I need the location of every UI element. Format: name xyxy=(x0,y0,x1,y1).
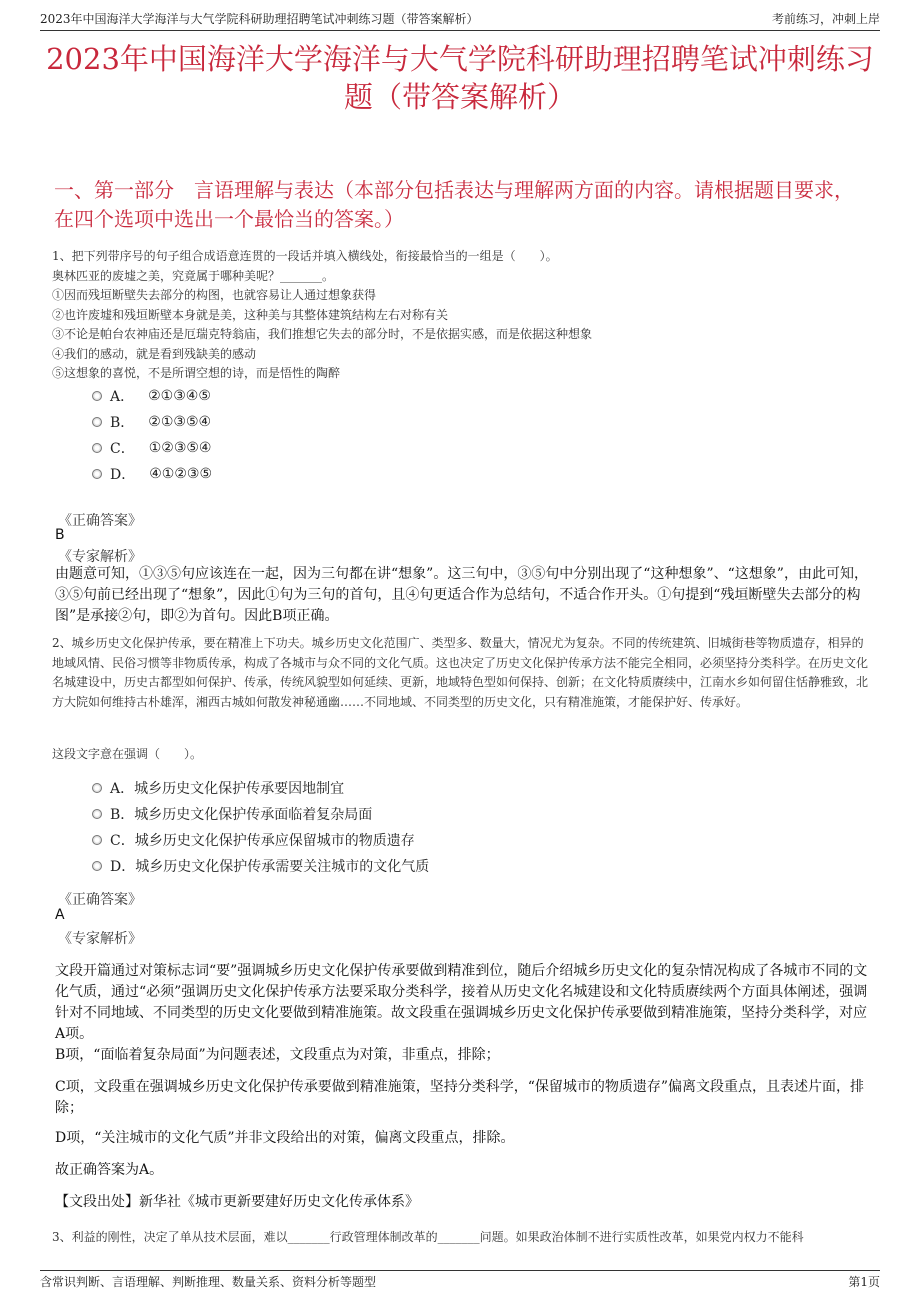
question-1-line: ①因而残垣断壁失去部分的构图，也就容易让人通过想象获得 xyxy=(52,288,377,302)
radio-icon[interactable] xyxy=(92,861,102,871)
radio-icon[interactable] xyxy=(92,417,102,427)
page-header xyxy=(40,10,880,31)
expert-analysis-paragraph: C项，文段重在强调城乡历史文化保护传承要做到精准施策，坚持分类科学，“保留城市的物质遗存”偏离文段重点，且表述片面，排除； xyxy=(55,1079,865,1116)
question-2-stem: 这段文字意在强调（ ）。 xyxy=(52,747,203,761)
option-a[interactable]: A． 城乡历史文化保护传承要因地制宜 xyxy=(92,775,429,801)
header-slogan: 考前练习，冲刺上岸 xyxy=(771,12,880,26)
page-title: 2023年中国海洋大学海洋与大气学院科研助理招聘笔试冲刺练习题（带答案解析） xyxy=(46,42,874,114)
option-d[interactable]: D． 城乡历史文化保护传承需要关注城市的文化气质 xyxy=(92,853,429,879)
correct-answer: B xyxy=(55,527,65,543)
option-a[interactable]: A． ②①③④⑤ xyxy=(92,383,212,409)
footer-note: 含常识判断、言语理解、判断推理、数量关系、资料分析等题型 xyxy=(40,1275,377,1289)
expert-analysis: 由题意可知，①③⑤句应该连在一起，因为三句都在讲“想象”。这三句中，③⑤句中分别出现了“这种想象”、“这想象”，由此可知，③⑤句前已经出现了“想象”，因此①句为三句的首句，且④句更适合作为总结句，不适合作开头。①句提到“残垣断壁失去部分的构图”是承接②句，即②为首句。因此B项正确。 xyxy=(55,566,868,624)
expert-analysis-label: 《专家解析》 xyxy=(58,549,142,565)
question-1-line: 奥林匹亚的废墟之美，究竟属于哪种美呢？_______。 xyxy=(52,268,335,283)
page-footer xyxy=(40,1270,880,1293)
question-1-line: ⑤这想象的喜悦，不是所谓空想的诗，而是悟性的陶醉 xyxy=(52,366,341,380)
question-1-options xyxy=(92,383,212,487)
option-b[interactable]: B． 城乡历史文化保护传承面临着复杂局面 xyxy=(92,801,429,827)
question-3-line: 3、利益的刚性，决定了单从技术层面，难以_______行政管理体制改革的_______问题。如果政治体制不进行实质性改革，如果党内权力不能科 xyxy=(52,1230,804,1244)
correct-answer-label: 《正确答案》 xyxy=(58,513,142,529)
option-b[interactable]: B． ②①③⑤④ xyxy=(92,409,212,435)
radio-icon[interactable] xyxy=(92,809,102,819)
correct-answer: A xyxy=(55,907,65,923)
correct-answer-label: 《正确答案》 xyxy=(58,892,142,908)
radio-icon[interactable] xyxy=(92,391,102,401)
question-2-options xyxy=(92,775,429,879)
question-1-line: 1、把下列带序号的句子组合成语意连贯的一段话并填入横线处，衔接最恰当的一组是（ ）。 xyxy=(52,249,558,263)
radio-icon[interactable] xyxy=(92,443,102,453)
question-1-line: ④我们的感动，就是看到残缺美的感动 xyxy=(52,346,257,361)
expert-analysis-paragraph: 文段开篇通过对策标志词“要”强调城乡历史文化保护传承要做到精准到位，随后介绍城乡历史文化的复杂情况构成了各城市不同的文化气质，通过“必须”强调历史文化保护传承方法要采取分类科学，接着从历史文化名城建设和文化特质赓续两个方面具体阐述，强调针对不同地域、不同类型的历史文化要做到精准施策。故文段重在强调城乡历史文化保护传承要做到精准施策，坚持分类科学，对应A项。 xyxy=(55,963,868,1042)
header-doc-title: 2023年中国海洋大学海洋与大气学院科研助理招聘笔试冲刺练习题（带答案解析） xyxy=(40,12,479,26)
expert-analysis-paragraph: 故正确答案为A。 xyxy=(55,1162,164,1178)
question-1-line: ③不论是帕台农神庙还是厄瑞克特翁庙，我们推想它失去的部分时，不是依据实感，而是依据这种想象 xyxy=(52,327,593,341)
passage-source: 【文段出处】新华社《城市更新要建好历史文化传承体系》 xyxy=(55,1194,419,1210)
question-1 xyxy=(52,247,868,384)
question-1-line: ②也许废墟和残垣断壁本身就是美，这种美与其整体建筑结构左右对称有关 xyxy=(52,307,449,322)
section-heading: 一、第一部分 言语理解与表达（本部分包括表达与理解两方面的内容。请根据题目要求，在四个选项中选出一个最恰当的答案。） xyxy=(54,178,854,231)
option-d[interactable]: D． ④①②③⑤ xyxy=(92,461,212,487)
radio-icon[interactable] xyxy=(92,835,102,845)
expert-analysis-paragraph: B项，“面临着复杂局面”为问题表述，文段重点为对策，非重点，排除； xyxy=(55,1047,500,1063)
radio-icon[interactable] xyxy=(92,469,102,479)
question-2-passage: 2、城乡历史文化保护传承，要在精准上下功夫。城乡历史文化范围广、类型多、数量大，情况尤为复杂。不同的传统建筑、旧城街巷等物质遗存，相异的地域风情、民俗习惯等非物质传承，构成了各城市与众不同的文化气质。这也决定了历史文化保护传承方法不能完全相同，必须坚持分类科学。在历史文化名城建设中，历史古都型如何保护、传承，传统风貌型如何延续、更新，地域特色型如何保持、创新；在文化特质赓续中，江南水乡如何留住恬静雅致，北方大院如何维持古朴雄浑，湘西古城如何散发神秘通幽……不同地域、不同类型的历史文化，只有精准施策，才能保护好、传承好。 xyxy=(52,636,869,709)
expert-analysis-paragraph: D项，“关注城市的文化气质”并非文段给出的对策，偏离文段重点，排除。 xyxy=(55,1130,515,1146)
option-c[interactable]: C． ①②③⑤④ xyxy=(92,435,212,461)
expert-analysis-label: 《专家解析》 xyxy=(58,931,142,947)
radio-icon[interactable] xyxy=(92,783,102,793)
page-number: 第1页 xyxy=(848,1275,880,1289)
option-c[interactable]: C． 城乡历史文化保护传承应保留城市的物质遗存 xyxy=(92,827,429,853)
